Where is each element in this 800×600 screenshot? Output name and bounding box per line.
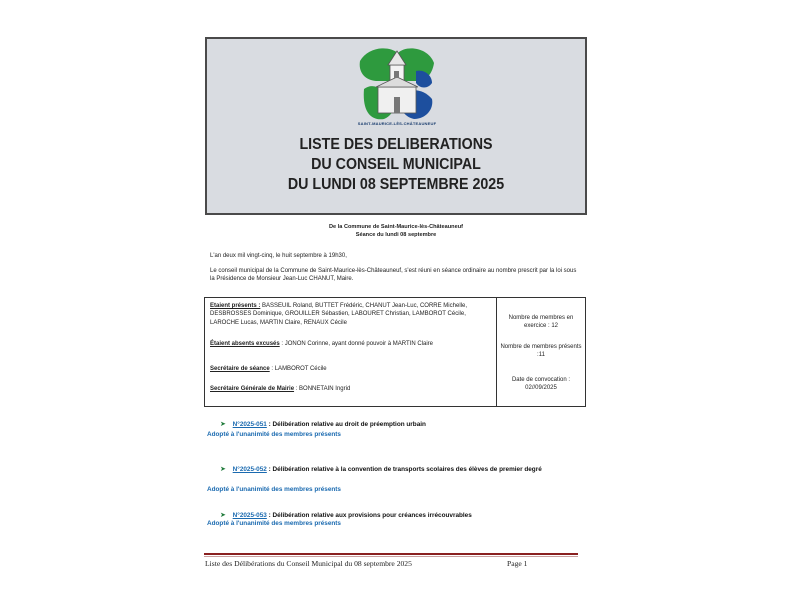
council-paragraph: Le conseil municipal de la Commune de Saint-Maurice-lès-Châteauneuf, s'est réuni en séance ordinaire au nombre prescrit par la loi sous la Présidence de Monsieur Jean-Luc CHANUT, Maire. [210, 268, 577, 283]
deliberation-number: N°2025-051 [232, 421, 267, 428]
present-members [210, 302, 493, 327]
arrow-icon: ➤ [220, 421, 226, 428]
secretary-label: Secrétaire de séance [210, 366, 270, 372]
seance-line: Séance du lundi 08 septembre [355, 232, 437, 238]
general-secretary-name: : BONNETAIN Ingrid [295, 386, 351, 392]
logo-caption: SAINT-MAURICE-LÈS-CHÂTEAUNEUF [357, 121, 437, 126]
header-box [205, 37, 587, 215]
members-left [205, 298, 497, 406]
members-present-count: Nombre de membres présents :11 [500, 344, 582, 359]
deliberation-item [220, 420, 580, 429]
deliberation-item [220, 465, 582, 474]
church-logo [358, 43, 436, 123]
general-secretary [210, 385, 493, 393]
date-paragraph: L'an deux mil vingt-cinq, le huit septembre à 19h30, [210, 253, 347, 259]
convocation-label: Date de convocation : [511, 377, 571, 383]
deliberation-result: Adopté à l'unanimité des membres présents [207, 520, 341, 527]
page-title [222, 135, 570, 195]
members-in-office: Nombre de membres en exercice : 12 [508, 315, 574, 330]
title-line: LISTE DES DELIBERATIONS [299, 136, 493, 153]
deliberation-text: : Délibération relative à la convention de transports scolaires des élèves de premier degré [268, 466, 542, 473]
commune-line: De la Commune de Saint-Maurice-lès-Châteauneuf [329, 224, 463, 230]
absent-members [210, 340, 493, 348]
deliberation-result: Adopté à l'unanimité des membres présents [207, 431, 341, 438]
secretary-name: : LAMBOROT Cécile [271, 366, 327, 372]
deliberation-item [220, 511, 580, 520]
absent-label: Étaient absents excusés [210, 341, 280, 347]
present-names: BASSEUIL Roland, BUTTET Frédéric, CHANUT Jean-Luc, CORRE Michelle, DESBROSSES Dominique, GROUILLER Sébastien, LABOURET Christian, LAMBOROT Cécile, LAROCHE Lucas, MARTIN Claire, RENAUX Cécile [210, 303, 467, 326]
footer-text: Liste des Délibérations du Conseil Municipal du 08 septembre 2025 [205, 559, 412, 568]
arrow-icon: ➤ [220, 512, 226, 519]
absent-names: : JONON Corinne, ayant donné pouvoir à MARTIN Claire [281, 341, 433, 347]
members-box [204, 297, 586, 407]
title-line: DU LUNDI 08 SEPTEMBRE 2025 [287, 176, 505, 193]
members-right [497, 298, 585, 406]
footer-divider [204, 553, 578, 555]
general-secretary-label: Secrétaire Générale de Mairie [210, 386, 295, 392]
page-number: Page 1 [507, 559, 528, 568]
deliberation-result: Adopté à l'unanimité des membres présents [207, 486, 341, 493]
convocation-date: 02//09/2025 [525, 385, 557, 391]
secretary [210, 365, 493, 373]
title-line: DU CONSEIL MUNICIPAL [311, 156, 481, 173]
deliberation-number: N°2025-052 [232, 466, 267, 473]
deliberation-text: : Délibération relative aux provisions pour créances irrécouvrables [268, 512, 472, 519]
deliberation-number: N°2025-053 [232, 512, 267, 519]
present-label: Etaient présents : [210, 303, 261, 309]
arrow-icon: ➤ [220, 466, 226, 473]
footer-divider-secondary [204, 556, 578, 557]
deliberation-text: : Délibération relative au droit de préemption urbain [268, 421, 426, 428]
